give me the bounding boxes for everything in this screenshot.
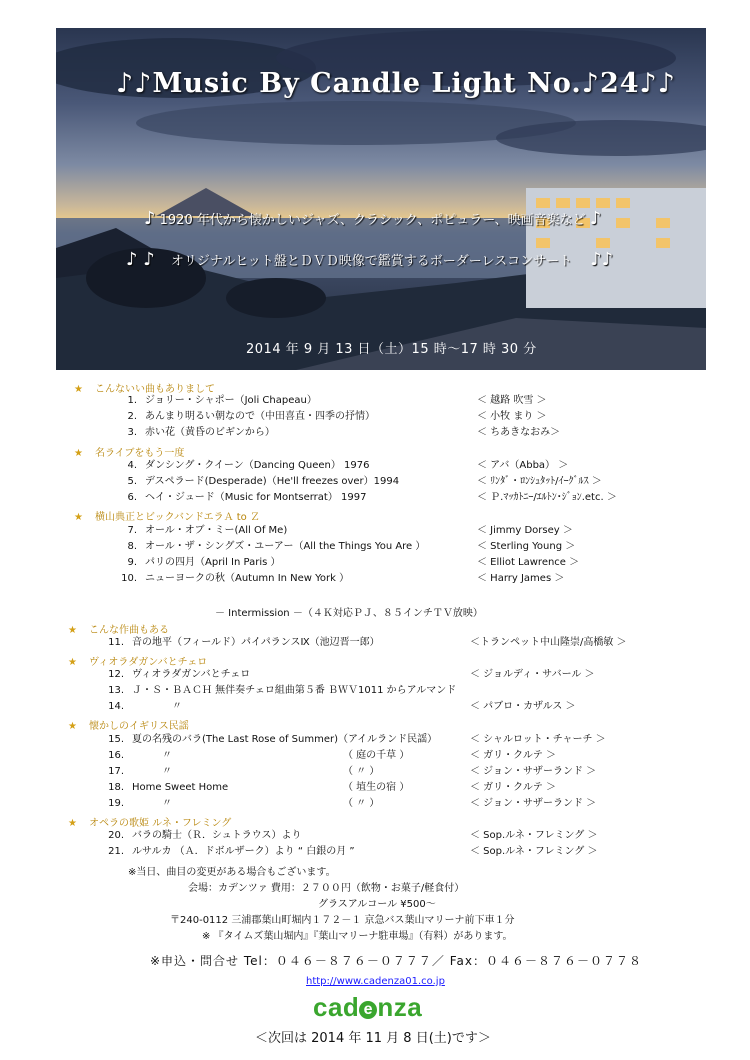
music-note-icon: ♪ [144, 208, 156, 229]
section-heading [68, 653, 207, 668]
hero-tagline-2 [126, 249, 613, 270]
track-artist: ＜ ちあきなおみ＞ [477, 427, 561, 438]
track-artist: ＜ Elliot Lawrence ＞ [477, 557, 580, 568]
section-title: 懐かしのイギリス民謡 [88, 721, 189, 732]
track-artist: ＜ 越路 吹雪 ＞ [477, 395, 547, 406]
track-row: 21. ルサルカ （Ａ．ドボルザーク）より “ 白銀の月 ” [108, 846, 355, 857]
track-artist: ＜ 小牧 まり ＞ [477, 411, 547, 422]
track-row: 18. Home Sweet Home [108, 782, 229, 793]
alcohol-price: グラスアルコール ¥500～ [318, 899, 436, 910]
section-title: ヴィオラダガンバとチェロ [88, 657, 208, 668]
track-artist: ＜ ﾘﾝﾀﾞ・ﾛﾝｼｭﾀｯﾄ/ｲｰｸﾞﾙｽ ＞ [477, 476, 602, 487]
track-row: 11. 音の地平（フィールド）パイパランスⅨ（池辺晋一郎） [108, 637, 380, 648]
section-heading [74, 508, 260, 523]
section-title: 横山典正とビックバンドエラＡ to Ｚ [94, 512, 260, 523]
track-artist: ＜ パブロ・カザルス ＞ [470, 701, 576, 712]
track-subtitle: （ 〃 ） [343, 766, 380, 777]
section-heading [74, 444, 184, 459]
track-row: 10. ニューヨークの秋（Autumn In New York ） [121, 573, 350, 584]
track-artist: ＜トランペット中山隆崇/高橋敏 ＞ [470, 637, 627, 648]
track-artist: ＜ Sop.ルネ・フレミング ＞ [470, 846, 598, 857]
parking-info: ※ 『タイムズ葉山堀内』『葉山マリーナ駐車場』（有料）があります。 [202, 931, 513, 942]
track-row: 2. あんまり明るい朝なので（中田喜直・四季の抒情） [127, 411, 375, 422]
music-note-icon: ♪ [589, 208, 602, 229]
track-row: 6. ヘイ・ジュード（Music for Montserrat） 1997 [127, 492, 367, 503]
track-row: 9. パリの四月（April In Paris ） [127, 557, 281, 568]
section-heading [68, 621, 169, 636]
track-artist: ＜ Ｐ.ﾏｯｶﾄﾆｰ/ｴﾙﾄﾝ･ｼﾞｮﾝ.etc. ＞ [477, 492, 617, 503]
venue-address: 〒240-0112 三浦郡葉山町堀内１７２－１ 京急バス葉山マリーナ前下車１分 [170, 915, 515, 926]
track-row: 17. 〃 [108, 766, 172, 777]
track-artist: ＜ ジョン・サザーランド ＞ [470, 766, 597, 777]
next-event-date: ＜次回は 2014 年 11 月 8 日(土)です＞ [255, 1031, 491, 1046]
section-heading [68, 717, 189, 732]
cadenza-logo: cad e nza [313, 992, 423, 1022]
event-date: 2014 年 9 月 13 日（土）15 時～17 時 30 分 [246, 342, 537, 357]
track-row: 15. 夏の名残のバラ(The Last Rose of Summer)（アイルランド民謡） [108, 734, 438, 745]
track-artist: ＜ Jimmy Dorsey ＞ [477, 525, 573, 536]
hero-tagline-1 [144, 208, 601, 229]
track-artist: ＜ ジョルディ・サバール ＞ [470, 669, 595, 680]
track-artist: ＜ シャルロット・チャーチ ＞ [470, 734, 606, 745]
track-row: 7. オール・オブ・ミー(All Of Me) [127, 525, 288, 536]
section-title: こんないい曲もありまして [94, 384, 215, 395]
track-artist: ＜ ガリ・クルテ ＞ [470, 782, 557, 793]
track-artist: ＜ Sop.ルネ・フレミング ＞ [470, 830, 598, 841]
track-row: 3. 赤い花（黄昏のビギンから） [127, 427, 275, 438]
tagline-2-text: オリジナルヒット盤とＤＶＤ映像で鑑賞するボーダーレスコンサート [170, 254, 573, 269]
intermission-line: － Intermission －（４Ｋ対応ＰＪ、８５インチＴＶ放映） [215, 608, 483, 619]
section-heading [74, 380, 215, 395]
star-icon: ★ [74, 512, 83, 523]
track-artist: ＜ Harry James ＞ [477, 573, 565, 584]
contact-info: ※申込・問合せ Tel：０４６－８７６－０７７７／ Fax：０４６－８７６－０７７８ [150, 954, 642, 968]
track-subtitle: （ 〃 ） [343, 798, 380, 809]
track-row: 13. Ｊ・Ｓ・ＢＡＣＨ 無伴奏チェロ組曲第５番 ＢＷＶ1011 からアルマンド [108, 685, 457, 696]
star-icon: ★ [74, 448, 83, 459]
track-row: 19. 〃 [108, 798, 172, 809]
venue-and-fee: 会場：カデンツァ 費用：２７００円（飲物・お菓子/軽食付） [188, 883, 465, 894]
track-row: 5. デスペラード(Desperade)（He'll freezes over）1994 [127, 476, 400, 487]
track-artist: ＜ ジョン・サザーランド ＞ [470, 798, 597, 809]
track-row: 14. 〃 [108, 701, 182, 712]
star-icon: ★ [68, 625, 77, 636]
tagline-1-text: 1920 年代から懐かしいジャズ、クラシック、ポピュラー、映画音楽など [159, 213, 586, 228]
track-artist: ＜ アバ（Abba） ＞ [477, 460, 569, 471]
section-title: こんな作曲もある [88, 625, 169, 636]
section-heading [68, 814, 231, 829]
website-link[interactable]: http://www.cadenza01.co.jp [306, 976, 445, 987]
track-row: 4. ダンシング・クイーン（Dancing Queen） 1976 [127, 460, 370, 471]
track-artist: ＜ ガリ・クルテ ＞ [470, 750, 557, 761]
star-icon: ★ [68, 721, 77, 732]
program-change-notice: ※当日、曲目の変更がある場合もございます。 [128, 867, 336, 878]
track-row: 1. ジョリー・シャポー（Joli Chapeau） [127, 395, 317, 406]
track-row: 16. 〃 [108, 750, 172, 761]
track-row: 12. ヴィオラダガンバとチェロ [108, 669, 251, 680]
track-subtitle: （ 庭の千草 ） [343, 750, 410, 761]
track-artist: ＜ Sterling Young ＞ [477, 541, 576, 552]
music-note-icon: ♪♪ [590, 249, 614, 270]
event-title: ♪♪Music By Candle Light No.♪24♪♪ [116, 68, 677, 99]
music-note-icon: ♪ ♪ [126, 249, 155, 270]
track-subtitle: （ 埴生の宿 ） [343, 782, 410, 793]
section-title: オペラの歌姫 ルネ・フレミング [88, 818, 232, 829]
hero-photo [56, 28, 706, 370]
star-icon: ★ [74, 384, 83, 395]
star-icon: ★ [68, 818, 77, 829]
star-icon: ★ [68, 657, 77, 668]
track-row: 8. オール・ザ・シングズ・ユーアー（All the Things You Are ） [127, 541, 426, 552]
section-title: 名ライブをもう一度 [94, 448, 185, 459]
track-row: 20. バラの騎士（Ｒ．シュトラウス）より [108, 830, 302, 841]
